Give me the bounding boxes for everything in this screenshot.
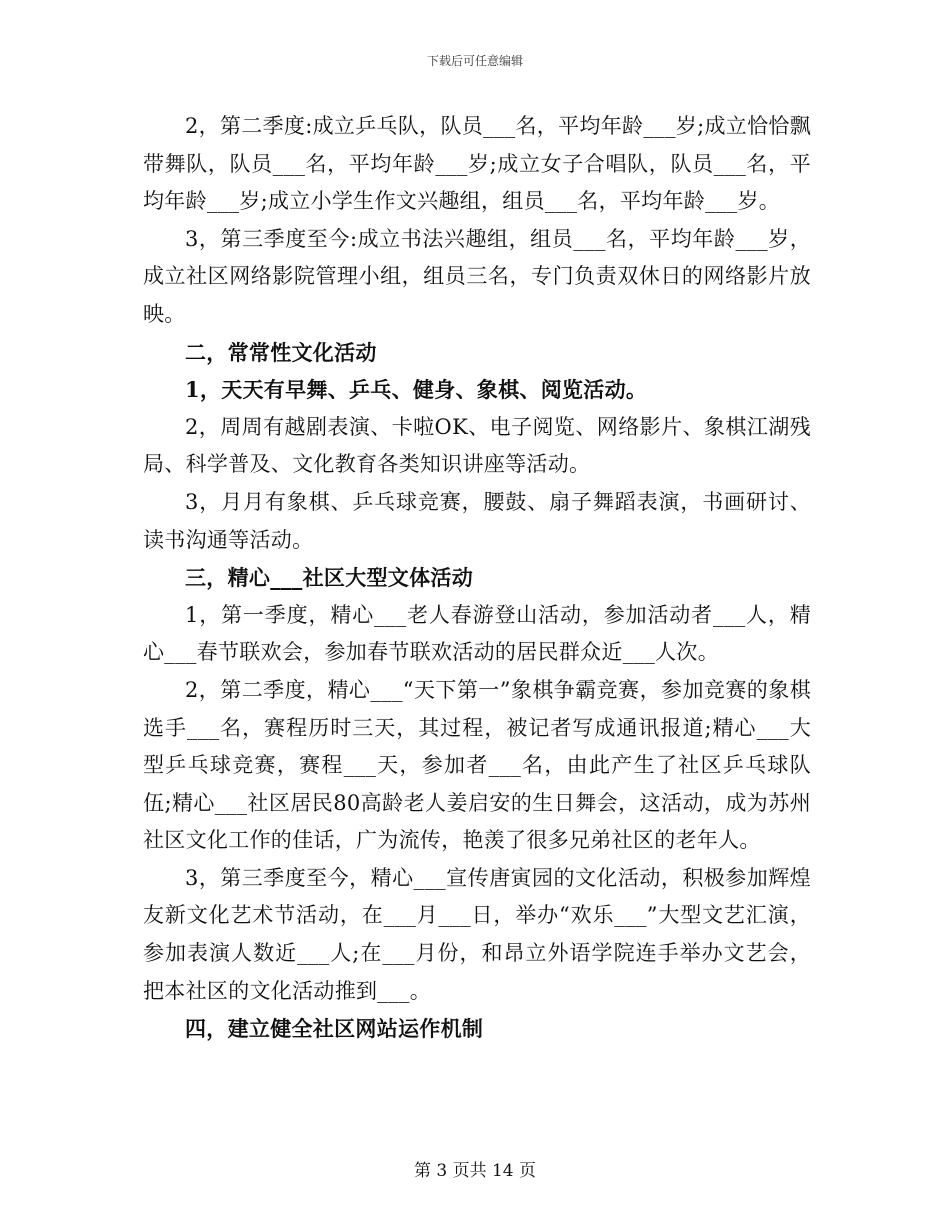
- section-heading-regular-activities: 二，常常性文化活动: [185, 339, 377, 365]
- paragraph-q2-teams: 2，第二季度:成立乒乓队，队员___名，平均年龄___岁;成立恰恰飘带舞队，队员___名，平均年龄___岁;成立女子合唱队，队员___名，平均年龄___岁;成立小学生作文兴趣组，组员___名，平均年龄___岁。: [143, 114, 811, 214]
- paragraph-q3-groups: 3，第三季度至今:成立书法兴趣组，组员___名，平均年龄___岁，成立社区网络影院管理小组，组员三名，专门负责双休日的网络影片放映。: [143, 226, 811, 326]
- paragraph-q3-events: 3，第三季度至今，精心___宣传唐寅园的文化活动，积极参加辉煌友新文化艺术节活动，在___月___日，举办“欢乐___”大型文艺汇演，参加表演人数近___人;在___月份，和昂立外语学院连手举办文艺会，把本社区的文化活动推到___。: [143, 865, 811, 1003]
- section-heading-large-events: 三，精心___社区大型文体活动: [185, 565, 473, 591]
- document-body: [143, 108, 811, 1048]
- page-header: 下载后可任意编辑: [426, 54, 523, 68]
- paragraph-weekly-activities: 2，周周有越剧表演、卡啦OK、电子阅览、网络影片、象棋江湖残局、科学普及、文化教育各类知识讲座等活动。: [143, 414, 811, 477]
- paragraph-monthly-activities: 3，月月有象棋、乒乓球竞赛，腰鼓、扇子舞蹈表演，书画研讨、读书沟通等活动。: [143, 489, 811, 552]
- paragraph-q2-events: 2，第二季度，精心___“天下第一”象棋争霸竞赛，参加竞赛的象棋选手___名，赛程历时三天，其过程，被记者写成通讯报道;精心___大型乒乓球竞赛，赛程___天，参加者___名，由此产生了社区乒乓球队伍;精心___社区居民80高龄老人姜启安的生日舞会，这活动，成为苏州社区文化工作的佳话，广为流传，艳羡了很多兄弟社区的老年人。: [143, 677, 811, 853]
- page-number: 第 3 页共 14 页: [413, 1161, 537, 1181]
- paragraph-daily-activities: 1，天天有早舞、乒乓、健身、象棋、阅览活动。: [185, 377, 648, 403]
- paragraph-q1-events: 1，第一季度，精心___老人春游登山活动，参加活动者___人，精心___春节联欢会，参加春节联欢活动的居民群众近___人次。: [143, 602, 811, 665]
- section-heading-website: 四，建立健全社区网站运作机制: [185, 1016, 484, 1042]
